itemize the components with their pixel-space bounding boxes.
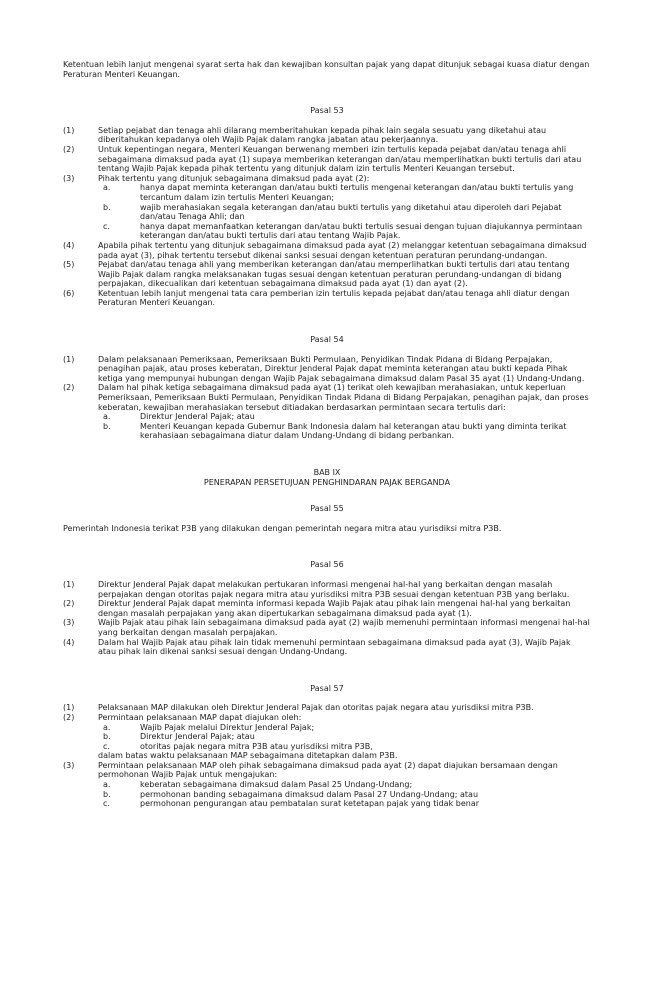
list-item [63, 713, 591, 761]
item-text: Pejabat dan/atau tenaga ahli yang memberikan keterangan dan/atau memperlihatkan bukti tertulis dari atau tentang Wajib Pajak dalam rangka melaksanakan tugas sesuai dengan ketentuan peraturan perundang-undangan di bidang perpajakan, dikecualikan dari ketentuan sebagaimana dimaksud pada ayat (1) dan ayat (2). [98, 260, 570, 289]
item-text: Setiap pejabat dan tenaga ahli dilarang memberitahukan kepada pihak lain segala sesuatu yang diketahui atau diberitahukan kepadanya oleh Wajib Pajak dalam rangka jabatan atau pekerjaannya. [98, 125, 547, 145]
item-number: (4) [63, 637, 75, 647]
pasal-55-heading [63, 504, 591, 514]
pasal-54-heading [63, 335, 591, 345]
bab-ix-heading [63, 468, 591, 487]
pasal-55-body: Pemerintah Indonesia terikat P3B yang dilakukan dengan pemerintah negara mitra atau yurisdiksi mitra P3B. [63, 523, 502, 533]
pasal-56-heading [63, 560, 591, 570]
item-number: (2) [63, 383, 75, 393]
item-number: (5) [63, 260, 75, 270]
heading-line: Pasal 57 [310, 683, 344, 693]
item-body [98, 618, 591, 637]
item-body [98, 638, 591, 657]
item-text: Permintaan pelaksanaan MAP dapat diajukan oleh: [98, 712, 302, 722]
sub-item [98, 790, 591, 800]
heading-line: BAB IX [313, 468, 341, 477]
sub-item-letter: b. [103, 789, 111, 799]
item-number: (2) [63, 144, 75, 154]
item-body [98, 580, 591, 599]
item-text: Dalam pelaksanaan Pemeriksaan, Pemeriksaan Bukti Permulaan, Penyidikan Tindak Pidana di Bidang Perpajakan, penagihan pajak, atau proses keberatan, Direktur Jenderal Pajak dapat meminta keterangan atau bukti kepada Pihak ketiga yang mempunyai hubungan dengan Wajib Pajak sebagaimana dimaksud dalam Pasal 35 ayat (1) Undang-Undang. [98, 354, 585, 383]
list-item [63, 355, 591, 384]
item-text: Dalam hal pihak ketiga sebagaimana dimaksud pada ayat (1) terikat oleh kewajiban merahasiakan, untuk keperluan Pemeriksaan, Pemeriksaan Bukti Permulaan, Penyidikan Tindak Pidana di Bidang Perpajakan, penagihan pajak, dan proses keberatan, kewajiban merahasiakan tersebut ditiadakan berdasarkan permintaan secara tertulis dari: [98, 383, 589, 412]
item-number: (3) [63, 173, 75, 183]
sub-item-text: Direktur Jenderal Pajak; atau [140, 412, 255, 422]
heading-line: Pasal 53 [310, 106, 344, 116]
item-text: Direktur Jenderal Pajak dapat meminta informasi kepada Wajib Pajak atau pihak lain mengenai hal-hal yang berkaitan dengan masalah perpajakan yang akan dipertukarkan sebagaimana dimaksud pada ayat (1). [98, 599, 571, 618]
list-item [63, 618, 591, 637]
item-text: Pelaksanaan MAP dilakukan oleh Direktur Jenderal Pajak dan otoritas pajak negara atau yurisdiksi mitra P3B. [98, 703, 534, 713]
sub-item-text: permohonan banding sebagaimana dimaksud dalam Pasal 27 Undang-Undang; atau [140, 789, 479, 799]
item-number: (1) [63, 703, 75, 713]
item-text: Wajib Pajak atau pihak lain sebagaimana dimaksud pada ayat (2) wajib memenuhi permintaan informasi mengenai hal-hal yang berkaitan dengan masalah perpajakan. [98, 618, 590, 637]
item-body [98, 355, 591, 384]
list-item [63, 599, 591, 618]
heading-line: Pasal 54 [310, 335, 344, 345]
pasal-56-list [63, 580, 591, 657]
item-number: (1) [63, 354, 75, 364]
sub-item [98, 183, 591, 202]
item-text: Dalam hal Wajib Pajak atau pihak lain tidak memenuhi permintaan sebagaimana dimaksud pada ayat (3), Wajib Pajak atau pihak lain dikenai sanksi sesuai dengan Undang-Undang. [98, 637, 571, 657]
sub-item-letter: c. [103, 221, 110, 231]
sub-item [98, 412, 591, 422]
sub-item [98, 780, 591, 790]
list-item [63, 145, 591, 174]
sub-item [98, 799, 591, 809]
sub-item-letter: a. [103, 412, 111, 422]
sub-item-letter: b. [103, 202, 111, 212]
item-continuation: dalam batas waktu pelaksanaan MAP sebagaimana ditetapkan dalam P3B. [98, 751, 398, 761]
item-body [98, 289, 591, 308]
sub-item-text: Wajib Pajak melalui Direktur Jenderal Pajak; [140, 722, 315, 732]
item-body [98, 145, 591, 174]
item-body [98, 126, 591, 145]
item-text: Permintaan pelaksanaan MAP oleh pihak sebagaimana dimaksud pada ayat (2) dapat diajukan bersamaan dengan permohonan Wajib Pajak untuk mengajukan: [98, 760, 558, 780]
item-number: (4) [63, 240, 75, 250]
heading-line: Pasal 55 [310, 504, 344, 514]
sub-item [98, 742, 591, 752]
item-body [98, 761, 591, 809]
pasal-54-list [63, 355, 591, 441]
item-body [98, 383, 591, 441]
sub-item-letter: b. [103, 732, 111, 742]
pasal-57-list [63, 703, 591, 809]
item-body [98, 703, 591, 713]
sub-item-text: hanya dapat memanfaatkan keterangan dan/atau bukti tertulis sesuai dengan tujuan diajukannya permintaan keterangan dan/atau bukti tertulis dari atau tentang Wajib Pajak. [140, 221, 583, 241]
item-text: Direktur Jenderal Pajak dapat melakukan pertukaran informasi mengenai hal-hal yang berkaitan dengan masalah perpajakan dengan otoritas pajak negara mitra atau yurisdiksi mitra P3B sesuai dengan ketentuan P3B yang berlaku. [98, 579, 570, 599]
heading-line: Pasal 56 [310, 560, 344, 570]
sub-item-letter: c. [103, 799, 110, 809]
sub-item-text: hanya dapat meminta keterangan dan/atau bukti tertulis mengenai keterangan dan/atau bukti tertulis yang tercantum dalam izin tertulis Menteri Keuangan; [140, 183, 574, 202]
item-body [98, 260, 591, 289]
list-item [63, 703, 591, 713]
sub-item [98, 222, 591, 241]
item-number: (3) [63, 760, 75, 770]
item-text: Pihak tertentu yang ditunjuk sebagaimana dimaksud pada ayat (2): [98, 173, 370, 183]
list-item [63, 761, 591, 809]
sub-item-letter: a. [103, 780, 111, 790]
heading-line: PENERAPAN PERSETUJUAN PENGHINDARAN PAJAK BERGANDA [203, 477, 451, 487]
item-number: (2) [63, 712, 75, 722]
list-item [63, 241, 591, 260]
item-text: Untuk kepentingan negara, Menteri Keuangan berwenang memberi izin tertulis kepada pejabat dan/atau tenaga ahli sebagaimana dimaksud pada ayat (1) supaya memberikan keterangan dan/atau memperlihatkan bukti tertulis dari atau tentang Wajib Pajak kepada pihak tertentu yang ditunjuk dalam izin tertulis Menteri Keuangan tersebut. [98, 144, 582, 174]
sub-item [98, 723, 591, 733]
sub-item [98, 422, 591, 441]
sub-item-text: keberatan sebagaimana dimaksud dalam Pasal 25 Undang-Undang; [140, 780, 413, 790]
item-body [98, 174, 591, 241]
list-item [63, 383, 591, 441]
sub-item-text: Direktur Jenderal Pajak; atau [140, 732, 255, 742]
sub-item-text: permohonan pengurangan atau pembatalan surat ketetapan pajak yang tidak benar [140, 799, 480, 809]
item-number: (3) [63, 618, 75, 628]
item-number: (6) [63, 288, 75, 298]
sub-item-letter: a. [103, 722, 111, 732]
list-item [63, 638, 591, 657]
list-item [63, 260, 591, 289]
item-number: (1) [63, 579, 75, 589]
list-item [63, 289, 591, 308]
sub-item-letter: c. [103, 741, 110, 751]
pasal-57-heading [63, 684, 591, 694]
item-body [98, 241, 591, 260]
sub-item-text: Menteri Keuangan kepada Gubernur Bank Indonesia dalam hal keterangan atau bukti yang diminta terikat kerahasiaan sebagaimana diatur dalam Undang-Undang di bidang perbankan. [140, 421, 567, 441]
sub-item [98, 732, 591, 742]
sub-item [98, 203, 591, 222]
item-body [98, 713, 591, 761]
item-text: Apabila pihak tertentu yang ditunjuk sebagaimana dimaksud pada ayat (2) melanggar ketentuan sebagaimana dimaksud pada ayat (3), pihak tertentu tersebut dikenai sanksi sesuai dengan ketentuan peraturan perundang-undangan. [98, 240, 587, 260]
list-item [63, 126, 591, 145]
item-text: Ketentuan lebih lanjut mengenai tata cara pemberian izin tertulis kepada pejabat dan/atau tenaga ahli diatur dengan Peraturan Menteri Keuangan. [98, 288, 570, 308]
item-number: (2) [63, 599, 75, 609]
list-item [63, 174, 591, 241]
list-item [63, 580, 591, 599]
pasal-53-heading [63, 106, 591, 116]
sub-item-letter: a. [103, 183, 111, 193]
item-body [98, 599, 591, 618]
item-number: (1) [63, 125, 75, 135]
intro-paragraph: Ketentuan lebih lanjut mengenai syarat serta hak dan kewajiban konsultan pajak yang dapat ditunjuk sebagai kuasa diatur dengan Peraturan Menteri Keuangan. [63, 60, 590, 79]
pasal-53-list [63, 126, 591, 308]
sub-item-text: otoritas pajak negara mitra P3B atau yurisdiksi mitra P3B, [140, 741, 373, 751]
sub-item-text: wajib merahasiakan segala keterangan dan/atau bukti tertulis yang diketahui atau diperoleh dari Pejabat dan/atau Tenaga Ahli; dan [140, 202, 562, 222]
sub-item-letter: b. [103, 421, 111, 431]
